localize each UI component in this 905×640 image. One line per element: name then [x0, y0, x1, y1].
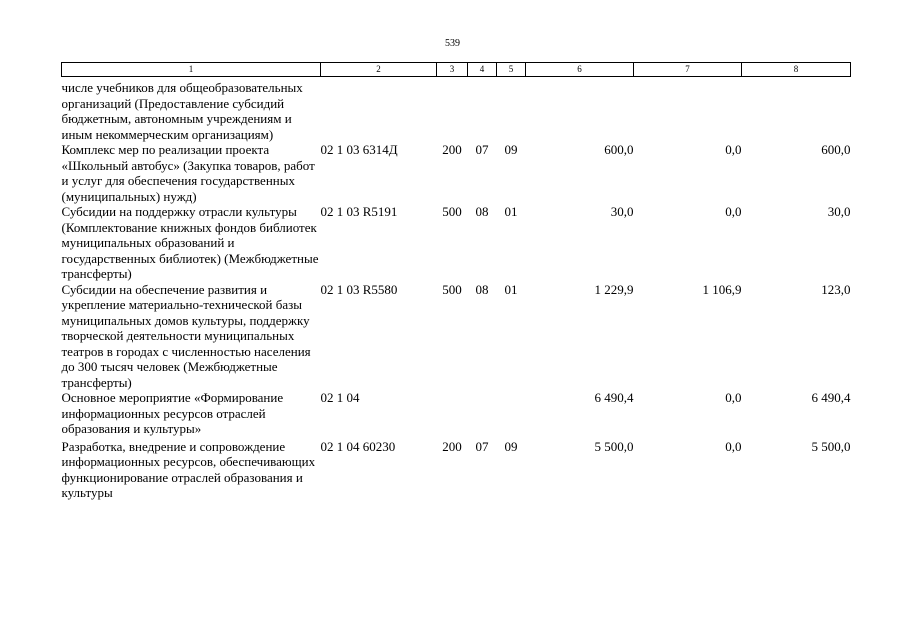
row-description: числе учебников для общеобразовательных организаций (Предоставление субсидий бюджетным, автономным учреждениям и иным некоммерческим организациям) — [61, 80, 303, 142]
row-vr: 200 — [442, 142, 462, 157]
row-vr — [437, 77, 468, 143]
row-vr: 500 — [442, 204, 462, 219]
row-total: 30,0 — [610, 204, 634, 219]
table-row — [62, 142, 851, 204]
row-federal: 0,0 — [725, 390, 742, 405]
column-header: 8 — [742, 63, 851, 77]
row-description: Субсидии на поддержку отрасли культуры (Комплектование книжных фондов библиотек муниципальных образований и государственных библиотек) (Межбюджетные трансферты) — [61, 204, 319, 281]
row-total: 600,0 — [604, 142, 634, 157]
column-header: 5 — [497, 63, 526, 77]
column-header: 4 — [468, 63, 497, 77]
table-row — [62, 204, 851, 282]
row-pr: 01 — [504, 204, 518, 219]
row-pr: 01 — [504, 281, 518, 297]
table-row — [62, 437, 851, 501]
row-local: 123,0 — [821, 281, 851, 297]
row-pr: 09 — [504, 438, 518, 454]
budget-table — [61, 62, 851, 501]
row-rz: 08 — [475, 281, 489, 297]
row-total: 6 490,4 — [594, 390, 634, 405]
row-federal: 0,0 — [725, 142, 742, 157]
row-total — [526, 77, 634, 143]
column-header: 2 — [321, 63, 437, 77]
row-federal: 1 106,9 — [702, 281, 742, 297]
table-row — [62, 77, 851, 143]
row-description: Субсидии на обеспечение развития и укрепление материально-технической базы муниципальных домов культуры, поддержку творческой деятельности муниципальных театров в городах с численностью населения до 300 тысяч человек (Межбюджетные трансферты) — [61, 281, 311, 390]
row-total: 5 500,0 — [594, 438, 634, 454]
row-vr: 500 — [442, 281, 462, 297]
column-header: 6 — [526, 63, 634, 77]
page-number: 539 — [445, 38, 460, 49]
row-total: 1 229,9 — [594, 281, 634, 297]
row-description: Основное мероприятие «Формирование информационных ресурсов отраслей образования и культуры» — [61, 390, 284, 436]
row-vr: 200 — [442, 438, 462, 454]
row-pr — [497, 390, 526, 437]
row-pr: 09 — [504, 142, 518, 157]
row-federal: 0,0 — [725, 204, 742, 219]
row-local — [742, 77, 851, 143]
row-pr — [497, 77, 526, 143]
table-header-row — [62, 63, 851, 77]
row-code: 02 1 04 60230 — [320, 438, 396, 454]
row-description: Разработка, внедрение и сопровождение информационных ресурсов, обеспечивающих функционирование отраслей образования и культуры — [61, 438, 316, 500]
row-code — [321, 77, 437, 143]
row-code: 02 1 03 R5580 — [320, 281, 398, 297]
row-code: 02 1 03 R5191 — [320, 204, 398, 219]
row-federal: 0,0 — [725, 438, 742, 454]
column-header: 3 — [437, 63, 468, 77]
column-header: 7 — [634, 63, 742, 77]
row-rz: 08 — [475, 204, 489, 219]
row-rz: 07 — [475, 142, 489, 157]
row-local: 600,0 — [821, 142, 851, 157]
row-local: 30,0 — [827, 204, 851, 219]
row-code: 02 1 03 6314Д — [320, 142, 398, 157]
table-row — [62, 282, 851, 391]
table-row — [62, 390, 851, 437]
row-vr — [437, 390, 468, 437]
row-local: 6 490,4 — [811, 390, 851, 405]
row-rz — [468, 390, 497, 437]
column-header: 1 — [62, 63, 321, 77]
row-code: 02 1 04 — [320, 390, 360, 405]
row-local: 5 500,0 — [811, 438, 851, 454]
row-rz: 07 — [475, 438, 489, 454]
row-federal — [634, 77, 742, 143]
row-description: Комплекс мер по реализации проекта «Школьный автобус» (Закупка товаров, работ и услуг для обеспечения государственных (муниципальных) нужд) — [61, 142, 315, 204]
row-rz — [468, 77, 497, 143]
